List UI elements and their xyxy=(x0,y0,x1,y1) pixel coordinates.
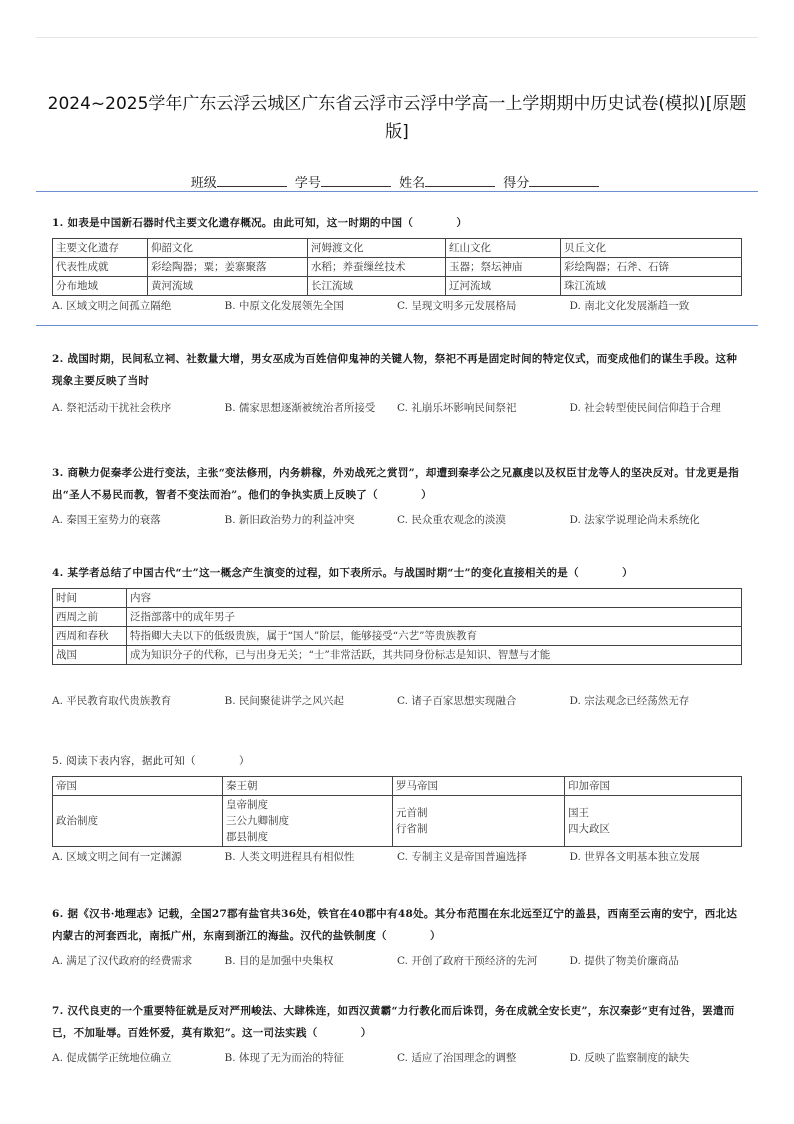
score-label: 得分 xyxy=(503,176,530,191)
table-cell: 时间 xyxy=(53,589,127,608)
option-d[interactable]: D. 社会转型使民间信仰趋于合理 xyxy=(569,402,721,414)
score-blank xyxy=(529,175,599,187)
table-cell: 珠江流域 xyxy=(561,277,742,296)
table-cell: 帝国 xyxy=(53,777,223,796)
table-cell: 战国 xyxy=(53,646,127,665)
option-c[interactable]: C. 呈现文明多元发展格局 xyxy=(397,300,517,312)
option-list xyxy=(52,849,742,866)
option-list xyxy=(52,1050,742,1067)
question-stem: 3. 商鞅力促秦孝公进行变法，主张“变法修刑，内务耕稼，外劝战死之赏罚”，却遭到秦孝公之兄嬴虔以及权臣甘龙等人的坚决反对。甘龙更是指出“圣人不易民而教，智者不变法而治”。他们的争执实质上反映了（ ） xyxy=(52,467,739,501)
name-blank xyxy=(425,175,495,187)
shi-table xyxy=(52,588,742,665)
table-cell: 内容 xyxy=(127,589,742,608)
name-field xyxy=(399,172,499,191)
question-stem: 6. 据《汉书·地理志》记载，全国27郡有盐官共36处，铁官在40郡中有48处。其分布范围在东北远至辽宁的盖县，西南至云南的安宁，西北达内蒙古的河套西北，南抵广州，东南到浙江的海盐。汉代的盐铁制度（ ） xyxy=(52,908,738,942)
header-divider xyxy=(36,191,758,192)
table-cell: 主要文化遗存 xyxy=(53,239,148,258)
table-row xyxy=(53,777,742,796)
table-cell: 彩绘陶器；粟；姜寨聚落 xyxy=(148,258,308,277)
question-5 xyxy=(52,750,742,866)
option-list xyxy=(52,953,742,970)
option-a[interactable]: A. 平民教育取代贵族教育 xyxy=(52,695,172,707)
table-cell: 分布地域 xyxy=(53,277,148,296)
question-1 xyxy=(52,212,742,315)
option-d[interactable]: D. 提供了物美价廉商品 xyxy=(569,955,679,967)
student-id-field xyxy=(295,172,395,191)
option-c[interactable]: C. 适应了治国理念的调整 xyxy=(397,1052,517,1064)
question-4 xyxy=(52,562,742,710)
option-c[interactable]: C. 开创了政府干预经济的先河 xyxy=(397,955,538,967)
question-3 xyxy=(52,462,742,529)
question-stem: 7. 汉代良吏的一个重要特征就是反对严刑峻法、大肆株连，如西汉黄霸“力行教化而后诛罚，务在成就全安长吏”，东汉秦彭“吏有过咎，罢遣而已，不加耻辱。百姓怀爱，莫有欺犯”。这一司法实践（ ） xyxy=(52,1005,735,1039)
page-title: 2024~2025学年广东云浮云城区广东省云浮市云浮中学高一上学期期中历史试卷(模拟)[原题版] xyxy=(47,94,747,142)
table-cell: 长江流域 xyxy=(308,277,446,296)
table-cell: 水稻；养蚕缫丝技术 xyxy=(308,258,446,277)
question-7 xyxy=(52,1000,742,1067)
table-cell: 西周和春秋 xyxy=(53,627,127,646)
table-row xyxy=(53,646,742,665)
option-d[interactable]: D. 南北文化发展渐趋一致 xyxy=(569,300,690,312)
culture-table xyxy=(52,238,742,296)
class-field xyxy=(191,172,291,191)
student-id-blank xyxy=(321,175,391,187)
table-cell: 仰韶文化 xyxy=(148,239,308,258)
section-divider xyxy=(36,325,758,326)
table-cell: 贝丘文化 xyxy=(561,239,742,258)
name-label: 姓名 xyxy=(399,176,426,191)
table-row xyxy=(53,796,742,847)
class-blank xyxy=(217,175,287,187)
question-2 xyxy=(52,348,742,417)
table-cell: 政治制度 xyxy=(53,796,223,847)
option-d[interactable]: D. 世界各文明基本独立发展 xyxy=(569,851,700,863)
empire-table xyxy=(52,776,742,847)
option-list xyxy=(52,298,742,315)
option-d[interactable]: D. 法家学说理论尚未系统化 xyxy=(569,514,700,526)
option-list xyxy=(52,400,742,417)
student-info-line xyxy=(0,172,794,191)
option-c[interactable]: C. 专制主义是帝国普遍选择 xyxy=(397,851,527,863)
table-cell: 彩绘陶器；石斧、石锛 xyxy=(561,258,742,277)
table-cell: 罗马帝国 xyxy=(393,777,565,796)
option-a[interactable]: A. 满足了汉代政府的经费需求 xyxy=(52,955,193,967)
table-cell: 皇帝制度 三公九卿制度 郡县制度 xyxy=(223,796,393,847)
option-c[interactable]: C. 礼崩乐坏影响民间祭祀 xyxy=(397,402,517,414)
question-stem: 5. 阅读下表内容，据此可知（ ） xyxy=(52,755,250,767)
table-cell: 印加帝国 xyxy=(565,777,742,796)
table-cell: 河姆渡文化 xyxy=(308,239,446,258)
question-6 xyxy=(52,903,742,970)
question-stem: 4. 某学者总结了中国古代“士”这一概念产生演变的过程，如下表所示。与战国时期“士”的变化直接相关的是（ ） xyxy=(52,567,633,579)
option-d[interactable]: D. 反映了监察制度的缺失 xyxy=(569,1052,690,1064)
table-row xyxy=(53,627,742,646)
option-a[interactable]: A. 区域文明之间孤立隔绝 xyxy=(52,300,172,312)
class-label: 班级 xyxy=(190,176,217,191)
table-row xyxy=(53,258,742,277)
option-b[interactable]: B. 儒家思想逐渐被统治者所接受 xyxy=(224,402,376,414)
table-cell: 代表性成就 xyxy=(53,258,148,277)
table-cell: 国王 四大政区 xyxy=(565,796,742,847)
table-cell: 元首制 行省制 xyxy=(393,796,565,847)
question-stem: 1. 如表是中国新石器时代主要文化遗存概况。由此可知，这一时期的中国（ ） xyxy=(52,217,468,229)
option-b[interactable]: B. 新旧政治势力的利益冲突 xyxy=(224,514,355,526)
table-cell: 辽河流域 xyxy=(446,277,561,296)
table-cell: 西周之前 xyxy=(53,608,127,627)
table-cell: 成为知识分子的代称，已与出身无关；“士”非常活跃，其共同身份标志是知识、智慧与才能 xyxy=(127,646,742,665)
top-divider xyxy=(36,37,758,38)
option-a[interactable]: A. 秦国王室势力的衰落 xyxy=(52,514,161,526)
option-b[interactable]: B. 中原文化发展领先全国 xyxy=(224,300,344,312)
option-a[interactable]: A. 促成儒学正统地位确立 xyxy=(52,1052,172,1064)
option-a[interactable]: A. 祭祀活动干扰社会秩序 xyxy=(52,402,172,414)
table-cell: 红山文化 xyxy=(446,239,561,258)
table-cell: 黄河流域 xyxy=(148,277,308,296)
table-cell: 秦王朝 xyxy=(223,777,393,796)
option-c[interactable]: C. 民众重农观念的淡漠 xyxy=(397,514,506,526)
option-d[interactable]: D. 宗法观念已经荡然无存 xyxy=(569,695,690,707)
table-cell: 特指卿大夫以下的低级贵族，属于“国人”阶层，能够接受“六艺”等贵族教育 xyxy=(127,627,742,646)
question-stem: 2. 战国时期，民间私立祠、社数量大增，男女巫成为百姓信仰鬼神的关键人物，祭祀不再是固定时间的特定仪式，而变成他们的谋生手段。这种现象主要反映了当时 xyxy=(52,353,738,387)
table-row xyxy=(53,239,742,258)
student-id-label: 学号 xyxy=(294,176,321,191)
option-c[interactable]: C. 诸子百家思想实现融合 xyxy=(397,695,517,707)
option-b[interactable]: B. 人类文明进程具有相似性 xyxy=(224,851,355,863)
option-a[interactable]: A. 区域文明之间有一定渊源 xyxy=(52,851,182,863)
table-row xyxy=(53,589,742,608)
option-b[interactable]: B. 体现了无为而治的特征 xyxy=(224,1052,344,1064)
table-cell: 泛指部落中的成年男子 xyxy=(127,608,742,627)
option-b[interactable]: B. 目的是加强中央集权 xyxy=(224,955,334,967)
option-list xyxy=(52,693,742,710)
table-cell: 玉器；祭坛神庙 xyxy=(446,258,561,277)
table-row xyxy=(53,277,742,296)
option-b[interactable]: B. 民间聚徒讲学之风兴起 xyxy=(224,695,344,707)
table-row xyxy=(53,608,742,627)
option-list xyxy=(52,512,742,529)
score-field xyxy=(503,172,603,191)
